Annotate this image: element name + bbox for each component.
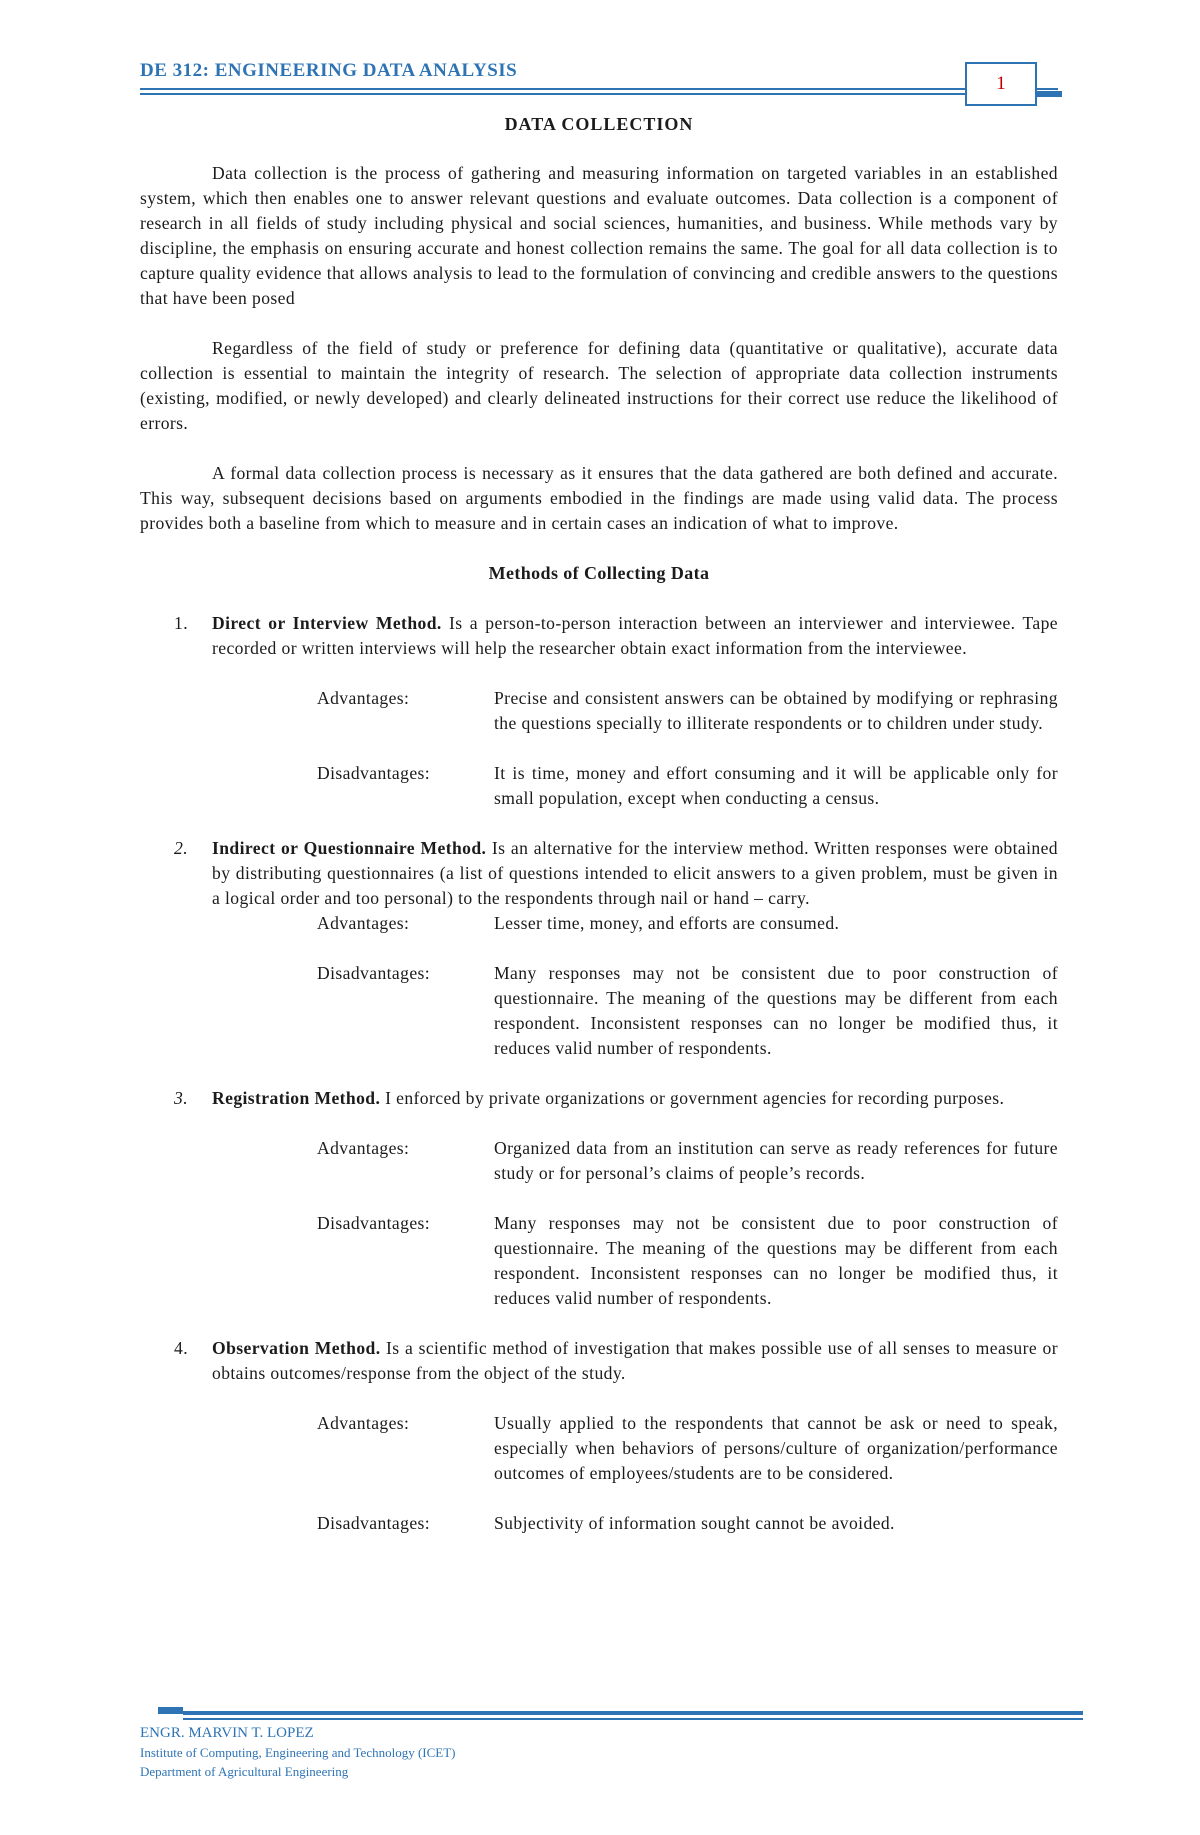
method-name: Registration Method.: [212, 1088, 381, 1108]
footer-department: Department of Agricultural Engineering: [140, 1764, 349, 1779]
disadvantages-text: Subjectivity of information sought cannot be avoided.: [494, 1513, 895, 1533]
page-number: 1: [965, 62, 1037, 106]
disadvantages-row: [140, 1511, 1058, 1536]
footer-divider: [158, 1707, 183, 1714]
disadvantages-row: [140, 761, 1058, 811]
methods-heading: Methods of Collecting Data: [488, 563, 710, 583]
method-description: Is an alternative for the interview method. Written responses were obtained by distributing questionnaires (a list of questions intended to elicit answers to a given problem, must be given in a logical order and too personal) to the respondents through nail or hand – carry.: [212, 838, 1059, 908]
method-description: Is a person-to-person interaction between an interviewer and interviewee. Tape recorded or written interviews will help the researcher obtain exact information from the interviewee.: [212, 613, 1058, 658]
method-number: 3.: [174, 1088, 188, 1108]
advantages-label: Advantages:: [317, 688, 410, 708]
method-name: Observation Method.: [212, 1338, 381, 1358]
disadvantages-text: Many responses may not be consistent due to poor construction of questionnaire. The meaning of the questions may be different from each respondent. Inconsistent responses can no longer be modified thus, it reduces valid number of respondents.: [494, 963, 1058, 1058]
advantages-text: Usually applied to the respondents that cannot be ask or need to speak, especially when behaviors of persons/culture of organization/performance outcomes of employees/students are to be considered.: [494, 1413, 1058, 1483]
advantages-text: Lesser time, money, and efforts are consumed.: [494, 913, 840, 933]
disadvantages-text: It is time, money and effort consuming and it will be applicable only for small population, except when conducting a census.: [494, 763, 1058, 808]
disadvantages-text: Many responses may not be consistent due to poor construction of questionnaire. The meaning of the questions may be different from each respondent. Inconsistent responses can no longer be modified thus, it reduces valid number of respondents.: [494, 1213, 1058, 1308]
disadvantages-label: Disadvantages:: [317, 763, 431, 783]
course-title: DE 312: ENGINEERING DATA ANALYSIS: [140, 60, 518, 81]
advantages-row: [140, 1136, 1058, 1186]
paragraph: A formal data collection process is necessary as it ensures that the data gathered are both defined and accurate. This way, subsequent decisions based on arguments embodied in the findings are made using valid data. The process provides both a baseline from which to measure and in certain cases an indication of what to improve.: [140, 463, 1058, 533]
advantages-row: [140, 1411, 1058, 1486]
page-number-tab: [1035, 91, 1062, 97]
disadvantages-label: Disadvantages:: [317, 1213, 431, 1233]
advantages-row: [140, 911, 1058, 936]
method-number: 2.: [174, 838, 188, 858]
method-number: 1.: [174, 613, 188, 633]
disadvantages-label: Disadvantages:: [317, 1513, 431, 1533]
footer-author: ENGR. MARVIN T. LOPEZ: [140, 1725, 314, 1741]
header-divider: [140, 88, 1058, 90]
method-item: [140, 1336, 1058, 1386]
method-item: [140, 611, 1058, 661]
advantages-label: Advantages:: [317, 1413, 410, 1433]
footer-divider: [183, 1711, 1083, 1715]
disadvantages-label: Disadvantages:: [317, 963, 431, 983]
method-item: [140, 1086, 1058, 1111]
advantages-label: Advantages:: [317, 913, 410, 933]
method-item: [140, 836, 1058, 911]
footer-divider: [183, 1718, 1083, 1720]
advantages-label: Advantages:: [317, 1138, 410, 1158]
document-title: DATA COLLECTION: [504, 114, 694, 134]
method-name: Direct or Interview Method.: [212, 613, 442, 633]
method-number: 4.: [174, 1338, 188, 1358]
method-description: Is a scientific method of investigation that makes possible use of all senses to measure or obtains outcomes/response from the object of the study.: [212, 1338, 1058, 1383]
disadvantages-row: [140, 961, 1058, 1061]
method-name: Indirect or Questionnaire Method.: [212, 838, 487, 858]
paragraph: Data collection is the process of gathering and measuring information on targeted variables in an established system, which then enables one to answer relevant questions and evaluate outcomes. Data collection is a component of research in all fields of study including physical and social sciences, humanities, and business. While methods vary by discipline, the emphasis on ensuring accurate and honest collection remains the same. The goal for all data collection is to capture quality evidence that allows analysis to lead to the formulation of convincing and credible answers to the questions that have been posed: [140, 163, 1058, 308]
header-divider: [140, 93, 1058, 95]
document-body: [140, 112, 1058, 1536]
paragraph: Regardless of the field of study or preference for defining data (quantitative or qualitative), accurate data collection is essential to maintain the integrity of research. The selection of appropriate data collection instruments (existing, modified, or newly developed) and clearly delineated instructions for their correct use reduce the likelihood of errors.: [140, 338, 1058, 433]
advantages-text: Precise and consistent answers can be obtained by modifying or rephrasing the questions specially to illiterate respondents or to children under study.: [494, 688, 1058, 733]
disadvantages-row: [140, 1211, 1058, 1311]
advantages-row: [140, 686, 1058, 736]
footer-institute: Institute of Computing, Engineering and Technology (ICET): [140, 1745, 456, 1760]
advantages-text: Organized data from an institution can serve as ready references for future study or for personal’s claims of people’s records.: [494, 1138, 1058, 1183]
method-description: I enforced by private organizations or government agencies for recording purposes.: [380, 1088, 1005, 1108]
